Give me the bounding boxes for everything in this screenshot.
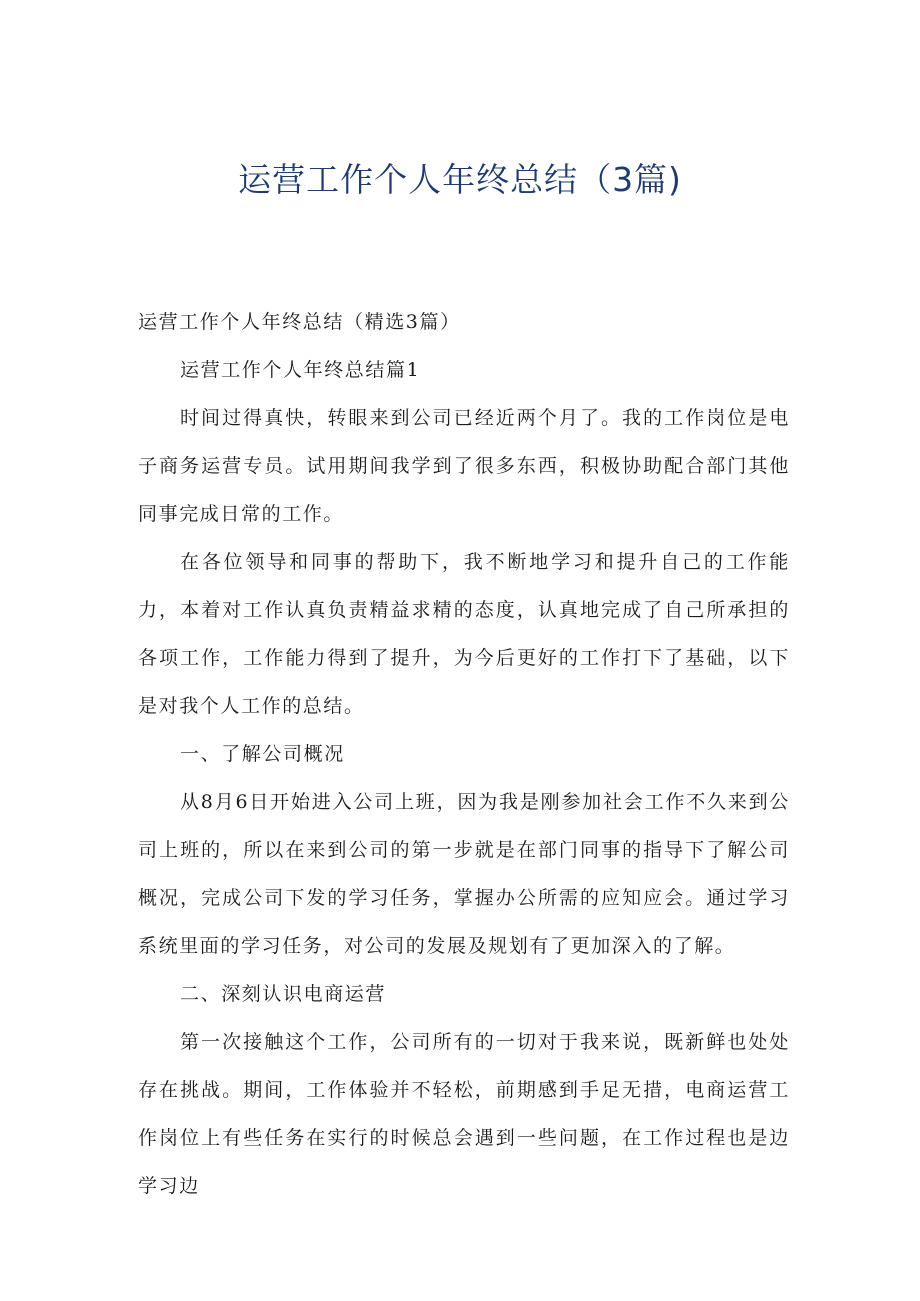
paragraph-ecommerce-operation: 第一次接触这个工作，公司所有的一切对于我来说，既新鲜也处处存在挑战。期间，工作体验并不轻松，前期感到手足无措，电商运营工作岗位上有些任务在实行的时候总会遇到一些问题，在工作过程也是边学习边: [138, 1031, 790, 1197]
heading-company-overview: 一、了解公司概况: [180, 743, 345, 765]
section-heading: 运营工作个人年终总结篇1: [180, 359, 421, 381]
paragraph-company-overview: 从8月6日开始进入公司上班，因为我是刚参加社会工作不久来到公司上班的，所以在来到公司的第一步就是在部门同事的指导下了解公司概况，完成公司下发的学习任务，掌握办公所需的应知应会。通过学习系统里面的学习任务，对公司的发展及规划有了更加深入的了解。: [138, 791, 790, 957]
document-subtitle: 运营工作个人年终总结（精选3篇）: [138, 311, 461, 333]
document-title: 运营工作个人年终总结（3篇): [238, 160, 682, 199]
heading-ecommerce-operation: 二、深刻认识电商运营: [180, 983, 387, 1005]
paragraph-growth: 在各位领导和同事的帮助下，我不断地学习和提升自己的工作能力，本着对工作认真负责精益求精的态度，认真地完成了自己所承担的各项工作，工作能力得到了提升，为今后更好的工作打下了基础，以下是对我个人工作的总结。: [138, 551, 790, 717]
document-body: [138, 298, 790, 1210]
paragraph-intro: 时间过得真快，转眼来到公司已经近两个月了。我的工作岗位是电子商务运营专员。试用期间我学到了很多东西，积极协助配合部门其他同事完成日常的工作。: [138, 407, 790, 525]
